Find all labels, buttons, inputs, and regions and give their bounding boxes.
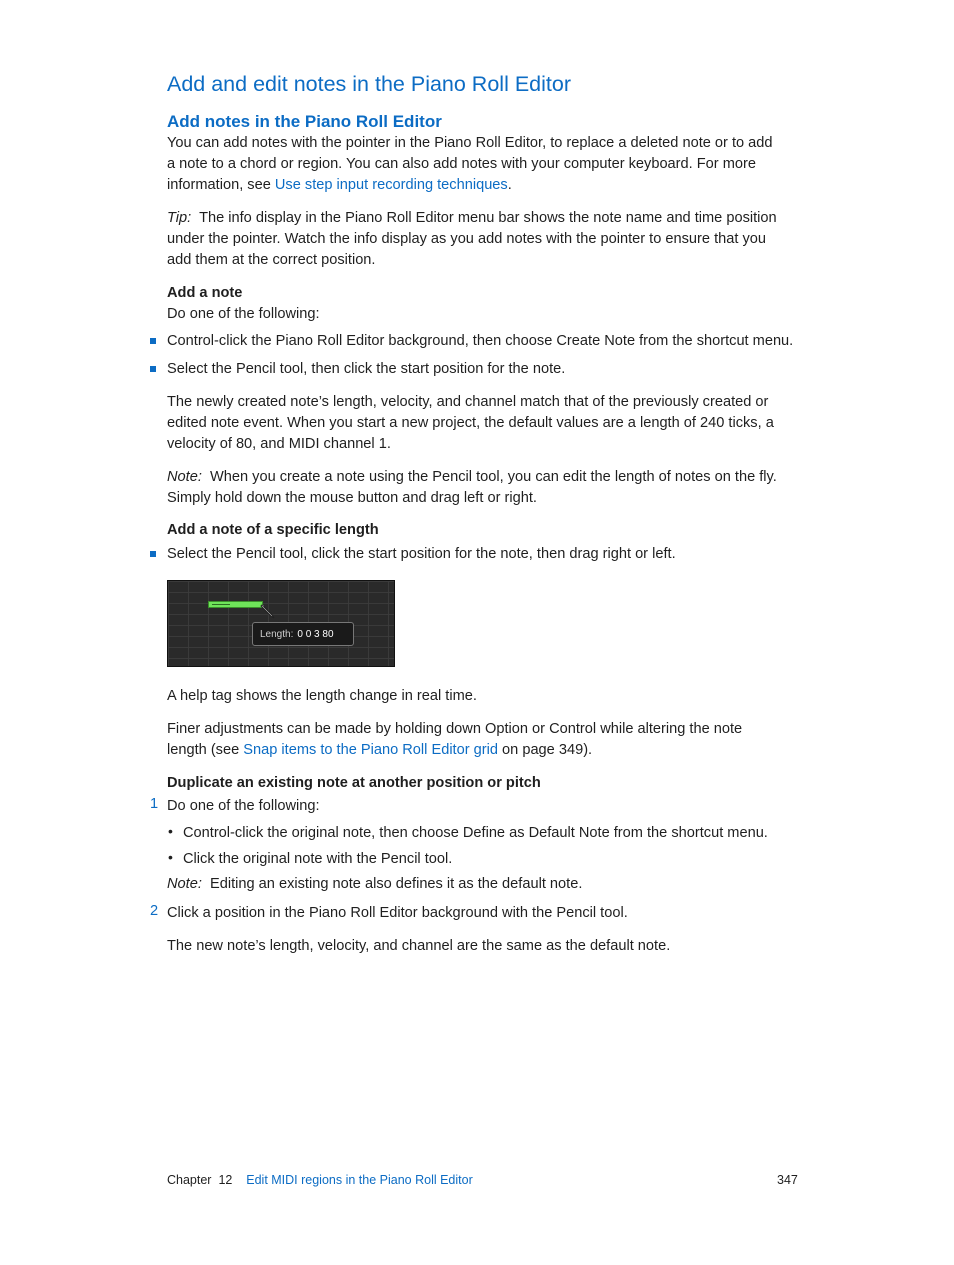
square-bullet-icon: [150, 338, 156, 344]
step-number-2: 2: [150, 903, 159, 919]
sub-bullet-2: Click the original note with the Pencil tool.: [183, 851, 453, 867]
pencil-note-line-1: [167, 467, 807, 488]
duplicate-heading: Duplicate an existing note at another position or pitch: [167, 775, 541, 791]
finer-adjust-paragraph: [167, 719, 807, 761]
add-note-paragraph: [167, 392, 807, 455]
note-label: Note:: [167, 876, 202, 892]
add-note-bullet-2: Select the Pencil tool, then click the start position for the note.: [167, 361, 566, 377]
length-help-tag: [252, 622, 354, 646]
midi-note-bar: [208, 601, 263, 608]
help-tag-label: Length:: [260, 629, 294, 640]
intro-line-3: [167, 175, 807, 196]
footer-chapter-label: Chapter: [167, 1173, 212, 1187]
tip-label: Tip:: [167, 210, 192, 226]
page-number: 347: [777, 1173, 798, 1187]
square-bullet-icon: [150, 366, 156, 372]
help-tag-paragraph: A help tag shows the length change in real time.: [167, 688, 477, 704]
pencil-note-paragraph: [167, 467, 807, 509]
specific-length-heading: Add a note of a specific length: [167, 522, 379, 538]
step-input-link[interactable]: Use step input recording techniques: [274, 177, 508, 193]
final-paragraph: The new note’s length, velocity, and channel are the same as the default note.: [167, 938, 671, 954]
specific-length-bullet: Select the Pencil tool, click the start position for the note, then drag right or left.: [167, 546, 676, 562]
add-note-para-line-1: The newly created note’s length, velocity, and channel match that of the previously created or: [167, 394, 769, 410]
intro-suffix: .: [507, 177, 512, 193]
note-velocity-line: [212, 604, 230, 605]
finer-suffix: on page 349).: [497, 742, 593, 758]
finer-adjust-line-1: Finer adjustments can be made by holding down Option or Control while altering the note: [167, 721, 743, 737]
step-1-text: Do one of the following:: [167, 798, 320, 814]
step-2-text: Click a position in the Piano Roll Editor background with the Pencil tool.: [167, 905, 628, 921]
piano-roll-screenshot: [167, 580, 395, 667]
tip-line-3: add them at the correct position.: [167, 252, 376, 268]
intro-line-1: You can add notes with the pointer in the Piano Roll Editor, to replace a deleted note or to add: [167, 135, 773, 151]
add-note-lead: Do one of the following:: [167, 306, 320, 322]
tip-paragraph: [167, 208, 807, 271]
section-title: Add notes in the Piano Roll Editor: [167, 112, 442, 131]
square-bullet-icon: [150, 551, 156, 557]
add-note-para-line-3: velocity of 80, and MIDI channel 1.: [167, 436, 391, 452]
snap-grid-link[interactable]: Snap items to the Piano Roll Editor grid: [243, 742, 498, 758]
tip-line-1: [167, 208, 807, 229]
pencil-tool-icon: [260, 603, 276, 619]
intro-paragraph: [167, 133, 807, 196]
default-note-paragraph: [167, 874, 807, 895]
pencil-note-line-2: Simply hold down the mouse button and drag left or right.: [167, 490, 537, 506]
add-note-para-line-2: edited note event. When you start a new project, the default values are a length of 240 ticks, a: [167, 415, 774, 431]
pencil-note-text-1: When you create a note using the Pencil tool, you can edit the length of notes on the fly.: [210, 469, 777, 485]
dot-bullet-icon: •: [168, 823, 173, 839]
add-note-heading: Add a note: [167, 285, 243, 301]
footer-chapter-link[interactable]: Edit MIDI regions in the Piano Roll Editor: [246, 1173, 473, 1187]
tip-text-1: The info display in the Piano Roll Editor menu bar shows the note name and time position: [199, 210, 777, 226]
help-tag-value: 0 0 3 80: [297, 629, 334, 640]
sub-bullet-1: Control-click the original note, then choose Define as Default Note from the shortcut menu.: [183, 825, 768, 841]
note-label: Note:: [167, 469, 202, 485]
add-note-bullet-1: Control-click the Piano Roll Editor background, then choose Create Note from the shortcut menu.: [167, 333, 794, 349]
tip-line-2: under the pointer. Watch the info display as you add notes with the pointer to ensure that you: [167, 231, 766, 247]
step-number-1: 1: [150, 796, 159, 812]
page-title: Add and edit notes in the Piano Roll Editor: [167, 72, 571, 96]
dot-bullet-icon: •: [168, 849, 173, 865]
footer-chapter-number: 12: [218, 1173, 233, 1187]
intro-prefix: information, see: [167, 177, 275, 193]
finer-prefix: length (see: [167, 742, 244, 758]
footer-chapter: [167, 1173, 473, 1187]
intro-line-2: a note to a chord or region. You can also add notes with your computer keyboard. For more: [167, 156, 756, 172]
default-note-text: Editing an existing note also defines it as the default note.: [210, 876, 583, 892]
finer-adjust-line-2: [167, 740, 807, 761]
